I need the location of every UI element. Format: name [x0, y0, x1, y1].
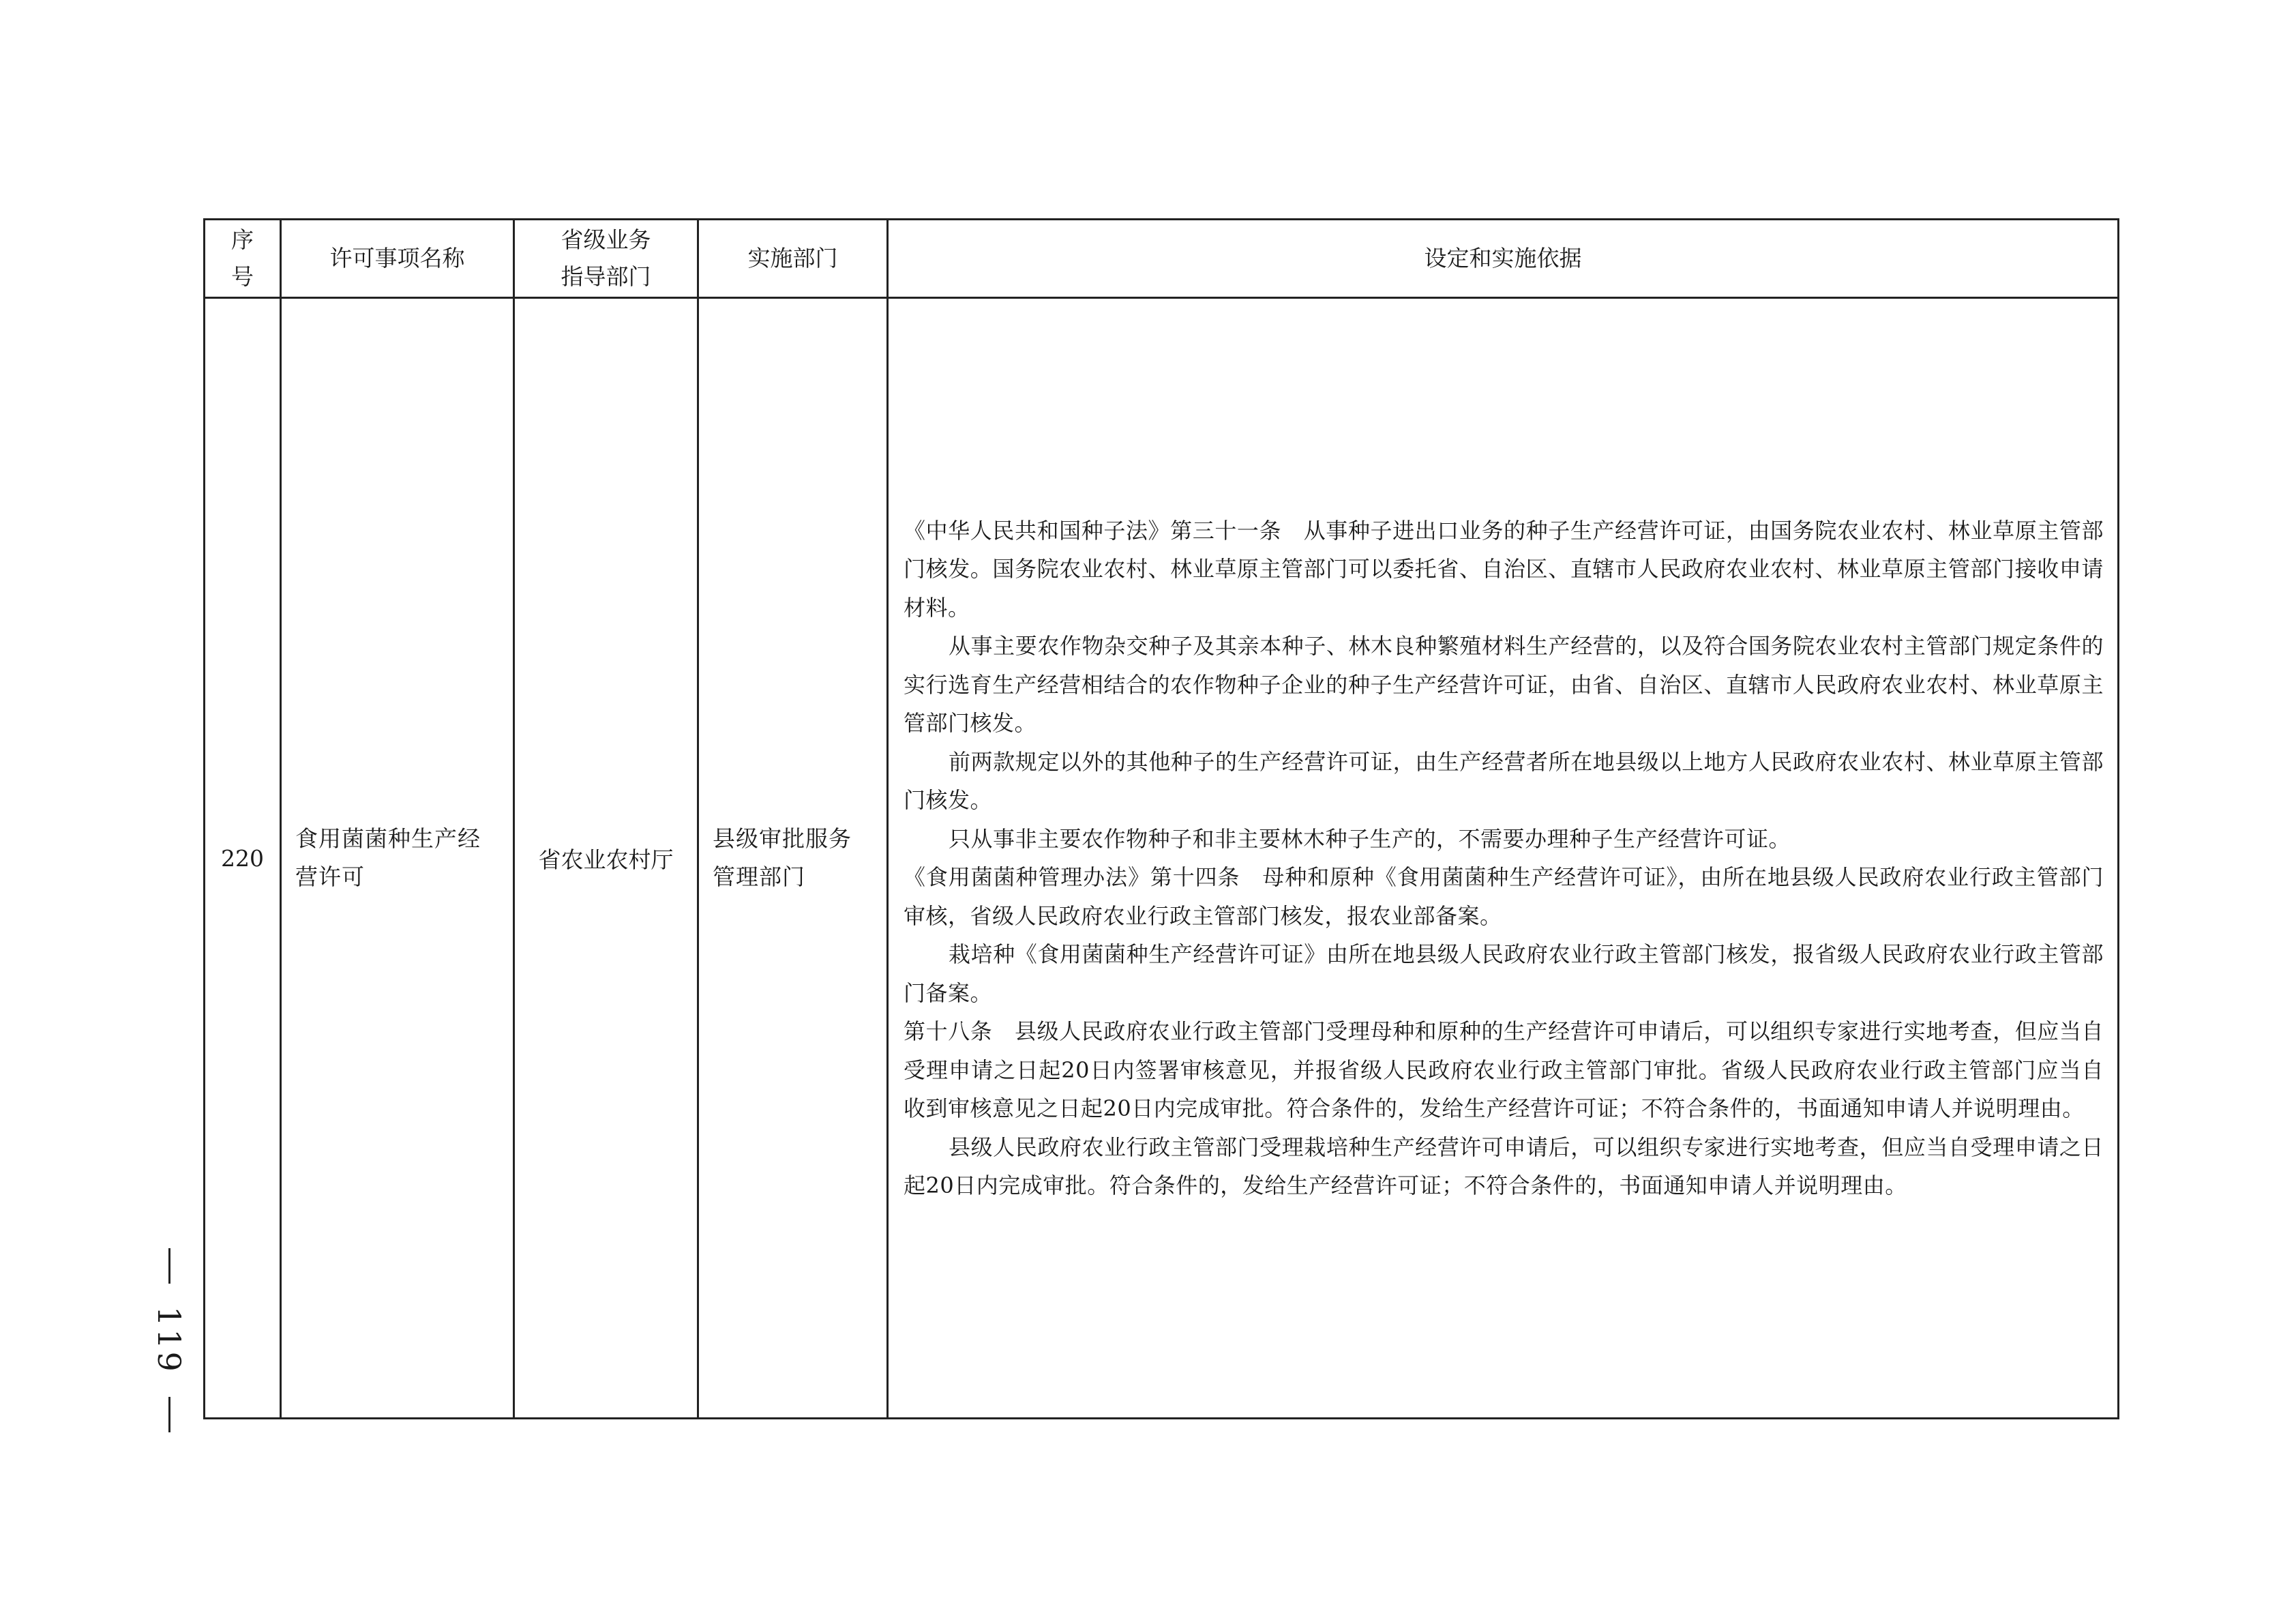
legal-basis-paragraph: 《食用菌菌种管理办法》第十四条 母种和原种《食用菌菌种生产经营许可证》，由所在地县级人民政府农业行政主管部门审核，省级人民政府农业行政主管部门核发，报农业部备案。 [904, 864, 2104, 929]
legal-basis-paragraph: 从事主要农作物杂交种子及其亲本种子、林木良种繁殖材料生产经营的，以及符合国务院农业农村主管部门规定条件的实行选育生产经营相结合的农作物种子企业的种子生产经营许可证，由省、自治区、直辖市人民政府农业农村、林业草原主管部门核发。 [904, 633, 2104, 736]
legal-basis-paragraph: 县级人民政府农业行政主管部门受理栽培种生产经营许可申请后，可以组织专家进行实地考查，但应当自受理申请之日起20日内完成审批。符合条件的，发给生产经营许可证；不符合条件的，书面通知申请人并说明理由。 [904, 1134, 2104, 1198]
header-serial-number [205, 220, 281, 298]
header-permit-name: 许可事项名称 [281, 220, 514, 298]
row-guide-department: 省农业农村厅 [514, 298, 698, 1419]
row-legal-basis [888, 298, 2119, 1419]
header-guide-department [514, 220, 698, 298]
legal-basis-paragraph: 《中华人民共和国种子法》第三十一条 从事种子进出口业务的种子生产经营许可证，由国务院农业农村、林业草原主管部门核发。国务院农业农村、林业草原主管部门可以委托省、自治区、直辖市人民政府农业农村、林业草原主管部门接收申请材料。 [904, 517, 2104, 621]
row-permit-name: 食用菌菌种生产经营许可 [281, 298, 514, 1419]
page-number-dash-top [168, 1248, 170, 1284]
header-guide-line-2: 指导部门 [561, 263, 651, 290]
legal-basis-text [904, 512, 2104, 1205]
header-implementing-department: 实施部门 [698, 220, 888, 298]
header-serial-line-1: 序 [231, 226, 254, 253]
header-legal-basis: 设定和实施依据 [888, 220, 2119, 298]
page-number-text: 119 [151, 1306, 188, 1374]
permit-table [203, 218, 2119, 1419]
legal-basis-paragraph: 只从事非主要农作物种子和非主要林木种子生产的，不需要办理种子生产经营许可证。 [949, 825, 1791, 852]
legal-basis-paragraph: 栽培种《食用菌菌种生产经营许可证》由所在地县级人民政府农业行政主管部门核发，报省级人民政府农业行政主管部门备案。 [904, 941, 2104, 1006]
row-implementing-department: 县级审批服务管理部门 [698, 298, 888, 1419]
header-guide-line-1: 省级业务 [561, 226, 651, 253]
table-row [205, 298, 2119, 1419]
row-serial-number: 220 [205, 298, 281, 1419]
page-number [149, 1248, 190, 1432]
legal-basis-paragraph: 第十八条 县级人民政府农业行政主管部门受理母种和原种的生产经营许可申请后，可以组织专家进行实地考查，但应当自受理申请之日起20日内签署审核意见，并报省级人民政府农业行政主管部门审批。省级人民政府农业行政主管部门应当自收到审核意见之日起20日内完成审批。符合条件的，发给生产经营许可证；不符合条件的，书面通知申请人并说明理由。 [904, 1018, 2104, 1121]
header-row [205, 220, 2119, 298]
legal-basis-paragraph: 前两款规定以外的其他种子的生产经营许可证，由生产经营者所在地县级以上地方人民政府农业农村、林业草原主管部门核发。 [904, 748, 2104, 813]
page-number-dash-bottom [168, 1397, 170, 1432]
header-serial-line-2: 号 [231, 263, 254, 290]
